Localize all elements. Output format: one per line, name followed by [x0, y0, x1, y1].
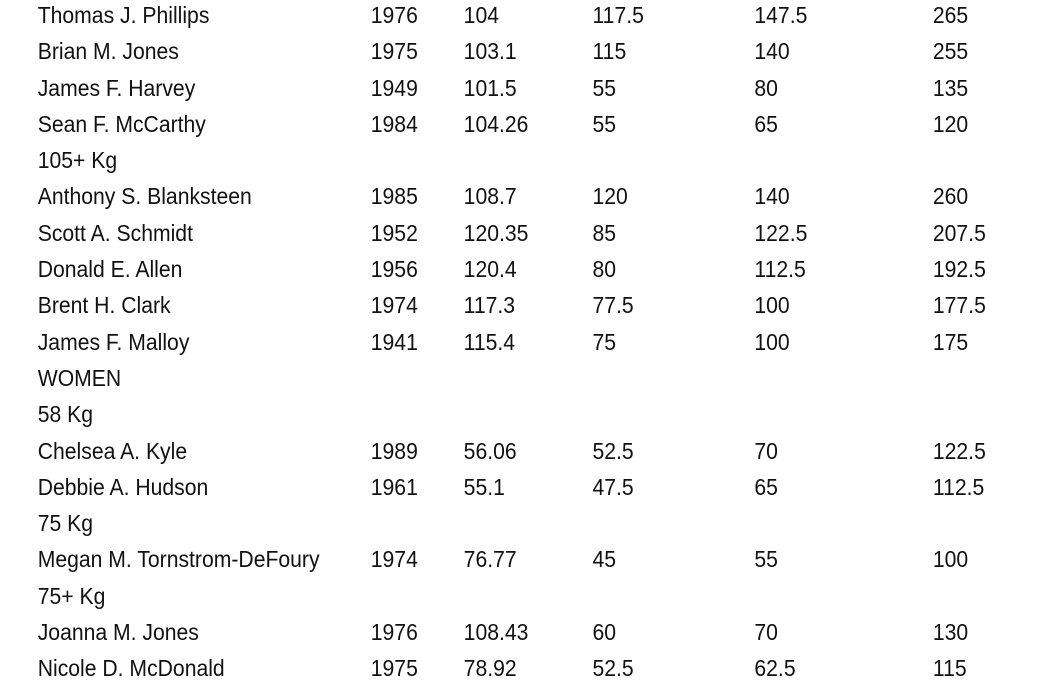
weight-class-heading [0, 360, 956, 396]
table-row [0, 251, 986, 287]
bench-press-cell: 52.5 [592, 655, 634, 682]
weight-class-heading [0, 396, 956, 432]
birth-year-cell: 1949 [370, 74, 418, 101]
bench-press-cell: 55 [592, 110, 617, 137]
bodyweight-cell: 55.1 [463, 473, 505, 500]
birth-year-cell: 1976 [370, 619, 418, 646]
bodyweight-cell: 101.5 [463, 74, 517, 101]
athlete-name-cell: Debbie A. Hudson [37, 473, 209, 500]
table-row [0, 614, 969, 650]
total-cell: 177.5 [932, 292, 986, 319]
table-row [0, 0, 969, 33]
section-heading-label: 75 Kg [37, 510, 94, 537]
athlete-name-cell: Thomas J. Phillips [37, 2, 210, 28]
bench-press-cell: 52.5 [592, 437, 634, 464]
total-cell: 115 [932, 655, 967, 682]
birth-year-cell: 1975 [370, 38, 418, 65]
athlete-name-cell: Brent H. Clark [37, 292, 171, 319]
total-cell: 100 [932, 546, 969, 573]
birth-year-cell: 1956 [370, 256, 418, 283]
bodyweight-cell: 103.1 [463, 38, 517, 65]
table-row [0, 324, 969, 360]
deadlift-cell: 100 [754, 292, 790, 319]
section-heading-label: 58 Kg [37, 401, 94, 428]
bodyweight-cell: 108.7 [463, 183, 517, 210]
table-row [0, 70, 969, 106]
deadlift-cell: 147.5 [754, 2, 808, 28]
table-row [0, 469, 985, 505]
birth-year-cell: 1989 [370, 437, 418, 464]
deadlift-cell: 80 [754, 74, 778, 101]
athlete-name-cell: James F. Malloy [37, 328, 190, 355]
table-row [0, 215, 986, 251]
athlete-name-cell: Scott A. Schmidt [37, 219, 193, 246]
birth-year-cell: 1941 [370, 328, 418, 355]
total-cell: 112.5 [932, 473, 985, 500]
table-row [0, 106, 969, 142]
birth-year-cell: 1976 [370, 2, 418, 28]
athlete-name-cell: James F. Harvey [37, 74, 196, 101]
section-heading-label: 105+ Kg [37, 147, 118, 174]
weight-class-heading [0, 142, 956, 178]
bodyweight-cell: 120.35 [463, 219, 529, 246]
athlete-name-cell: Nicole D. McDonald [37, 655, 225, 682]
total-cell: 175 [932, 328, 969, 355]
athlete-name-cell: Donald E. Allen [37, 256, 183, 283]
birth-year-cell: 1961 [370, 473, 418, 500]
total-cell: 130 [932, 619, 969, 646]
birth-year-cell: 1952 [370, 219, 418, 246]
total-cell: 192.5 [932, 256, 986, 283]
bodyweight-cell: 108.43 [463, 619, 529, 646]
bench-press-cell: 85 [592, 219, 617, 246]
athlete-name-cell: Joanna M. Jones [37, 619, 199, 646]
athlete-name-cell: Sean F. McCarthy [37, 110, 206, 137]
athlete-name-cell: Brian M. Jones [37, 38, 179, 65]
bench-press-cell: 80 [592, 256, 617, 283]
birth-year-cell: 1974 [370, 292, 418, 319]
bench-press-cell: 45 [592, 546, 617, 573]
bodyweight-cell: 104 [463, 2, 499, 28]
bodyweight-cell: 56.06 [463, 437, 517, 464]
deadlift-cell: 70 [754, 619, 778, 646]
table-row [0, 33, 969, 69]
total-cell: 207.5 [932, 219, 986, 246]
athlete-name-cell: Megan M. Tornstrom-DeFoury [37, 546, 320, 573]
table-row [0, 650, 967, 686]
deadlift-cell: 70 [754, 437, 778, 464]
bench-press-cell: 55 [592, 74, 617, 101]
deadlift-cell: 62.5 [754, 655, 796, 682]
deadlift-cell: 140 [754, 183, 790, 210]
athlete-name-cell: Chelsea A. Kyle [37, 437, 188, 464]
birth-year-cell: 1984 [370, 110, 418, 137]
bench-press-cell: 120 [592, 183, 628, 210]
deadlift-cell: 65 [754, 110, 778, 137]
table-row [0, 541, 969, 577]
bench-press-cell: 60 [592, 619, 617, 646]
total-cell: 255 [932, 38, 969, 65]
total-cell: 260 [932, 183, 969, 210]
birth-year-cell: 1975 [370, 655, 418, 682]
bench-press-cell: 77.5 [592, 292, 634, 319]
section-heading-label: 75+ Kg [37, 582, 106, 609]
table-row [0, 433, 986, 469]
total-cell: 120 [932, 110, 969, 137]
deadlift-cell: 112.5 [754, 256, 806, 283]
total-cell: 265 [932, 2, 969, 28]
bodyweight-cell: 78.92 [463, 655, 517, 682]
bodyweight-cell: 76.77 [463, 546, 517, 573]
weight-class-heading [0, 505, 956, 541]
bench-press-cell: 47.5 [592, 473, 634, 500]
weight-class-heading [0, 578, 956, 614]
bench-press-cell: 117.5 [592, 2, 644, 28]
deadlift-cell: 55 [754, 546, 778, 573]
table-row [0, 178, 969, 214]
bench-press-cell: 75 [592, 328, 617, 355]
bodyweight-cell: 120.4 [463, 256, 517, 283]
bodyweight-cell: 117.3 [463, 292, 516, 319]
section-heading-label: WOMEN [37, 364, 122, 391]
total-cell: 122.5 [932, 437, 986, 464]
deadlift-cell: 122.5 [754, 219, 808, 246]
total-cell: 135 [932, 74, 969, 101]
bodyweight-cell: 104.26 [463, 110, 529, 137]
deadlift-cell: 100 [754, 328, 790, 355]
deadlift-cell: 65 [754, 473, 778, 500]
deadlift-cell: 140 [754, 38, 790, 65]
birth-year-cell: 1974 [370, 546, 418, 573]
table-row [0, 287, 986, 323]
bench-press-cell: 115 [592, 38, 627, 65]
birth-year-cell: 1985 [370, 183, 418, 210]
athlete-name-cell: Anthony S. Blanksteen [37, 183, 252, 210]
bodyweight-cell: 115.4 [463, 328, 516, 355]
